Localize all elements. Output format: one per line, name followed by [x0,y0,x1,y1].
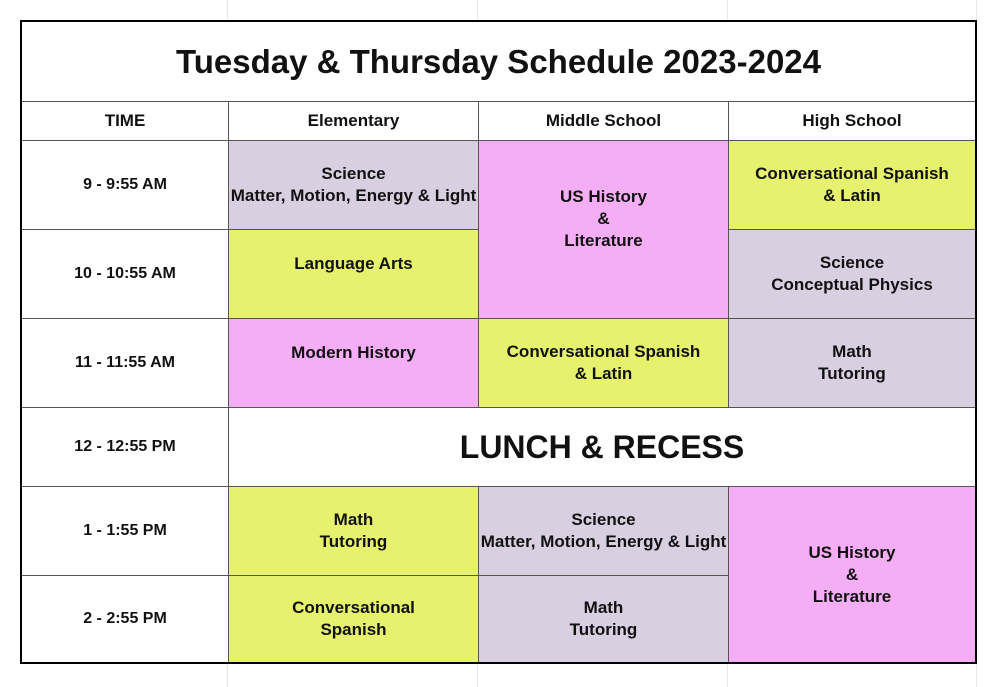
class-middle-us-history: US History & Literature [479,141,729,319]
time-slot-6: 2 - 2:55 PM [22,576,229,662]
class-high-spanish-latin: Conversational Spanish & Latin [729,141,975,230]
time-slot-4: 12 - 12:55 PM [22,408,229,487]
class-high-math-tutoring: Math Tutoring [729,319,975,408]
header-middle-school: Middle School [479,102,729,141]
time-slot-1: 9 - 9:55 AM [22,141,229,230]
time-slot-5: 1 - 1:55 PM [22,487,229,576]
class-middle-math-tutoring: Math Tutoring [479,576,729,662]
class-elementary-language-arts: Language Arts [229,230,479,319]
header-time: TIME [22,102,229,141]
header-high-school: High School [729,102,975,141]
class-elementary-math-tutoring: Math Tutoring [229,487,479,576]
class-high-us-history: US History & Literature [729,487,975,662]
header-elementary: Elementary [229,102,479,141]
schedule-title: Tuesday & Thursday Schedule 2023-2024 [22,22,975,102]
class-elementary-spanish: Conversational Spanish [229,576,479,662]
time-slot-2: 10 - 10:55 AM [22,230,229,319]
class-middle-science: Science Matter, Motion, Energy & Light [479,487,729,576]
lunch-recess-banner: LUNCH & RECESS [229,408,975,487]
class-high-science-physics: Science Conceptual Physics [729,230,975,319]
schedule-table [20,20,977,664]
time-slot-3: 11 - 11:55 AM [22,319,229,408]
class-elementary-science: Science Matter, Motion, Energy & Light [229,141,479,230]
class-middle-spanish-latin: Conversational Spanish & Latin [479,319,729,408]
class-elementary-modern-history: Modern History [229,319,479,408]
